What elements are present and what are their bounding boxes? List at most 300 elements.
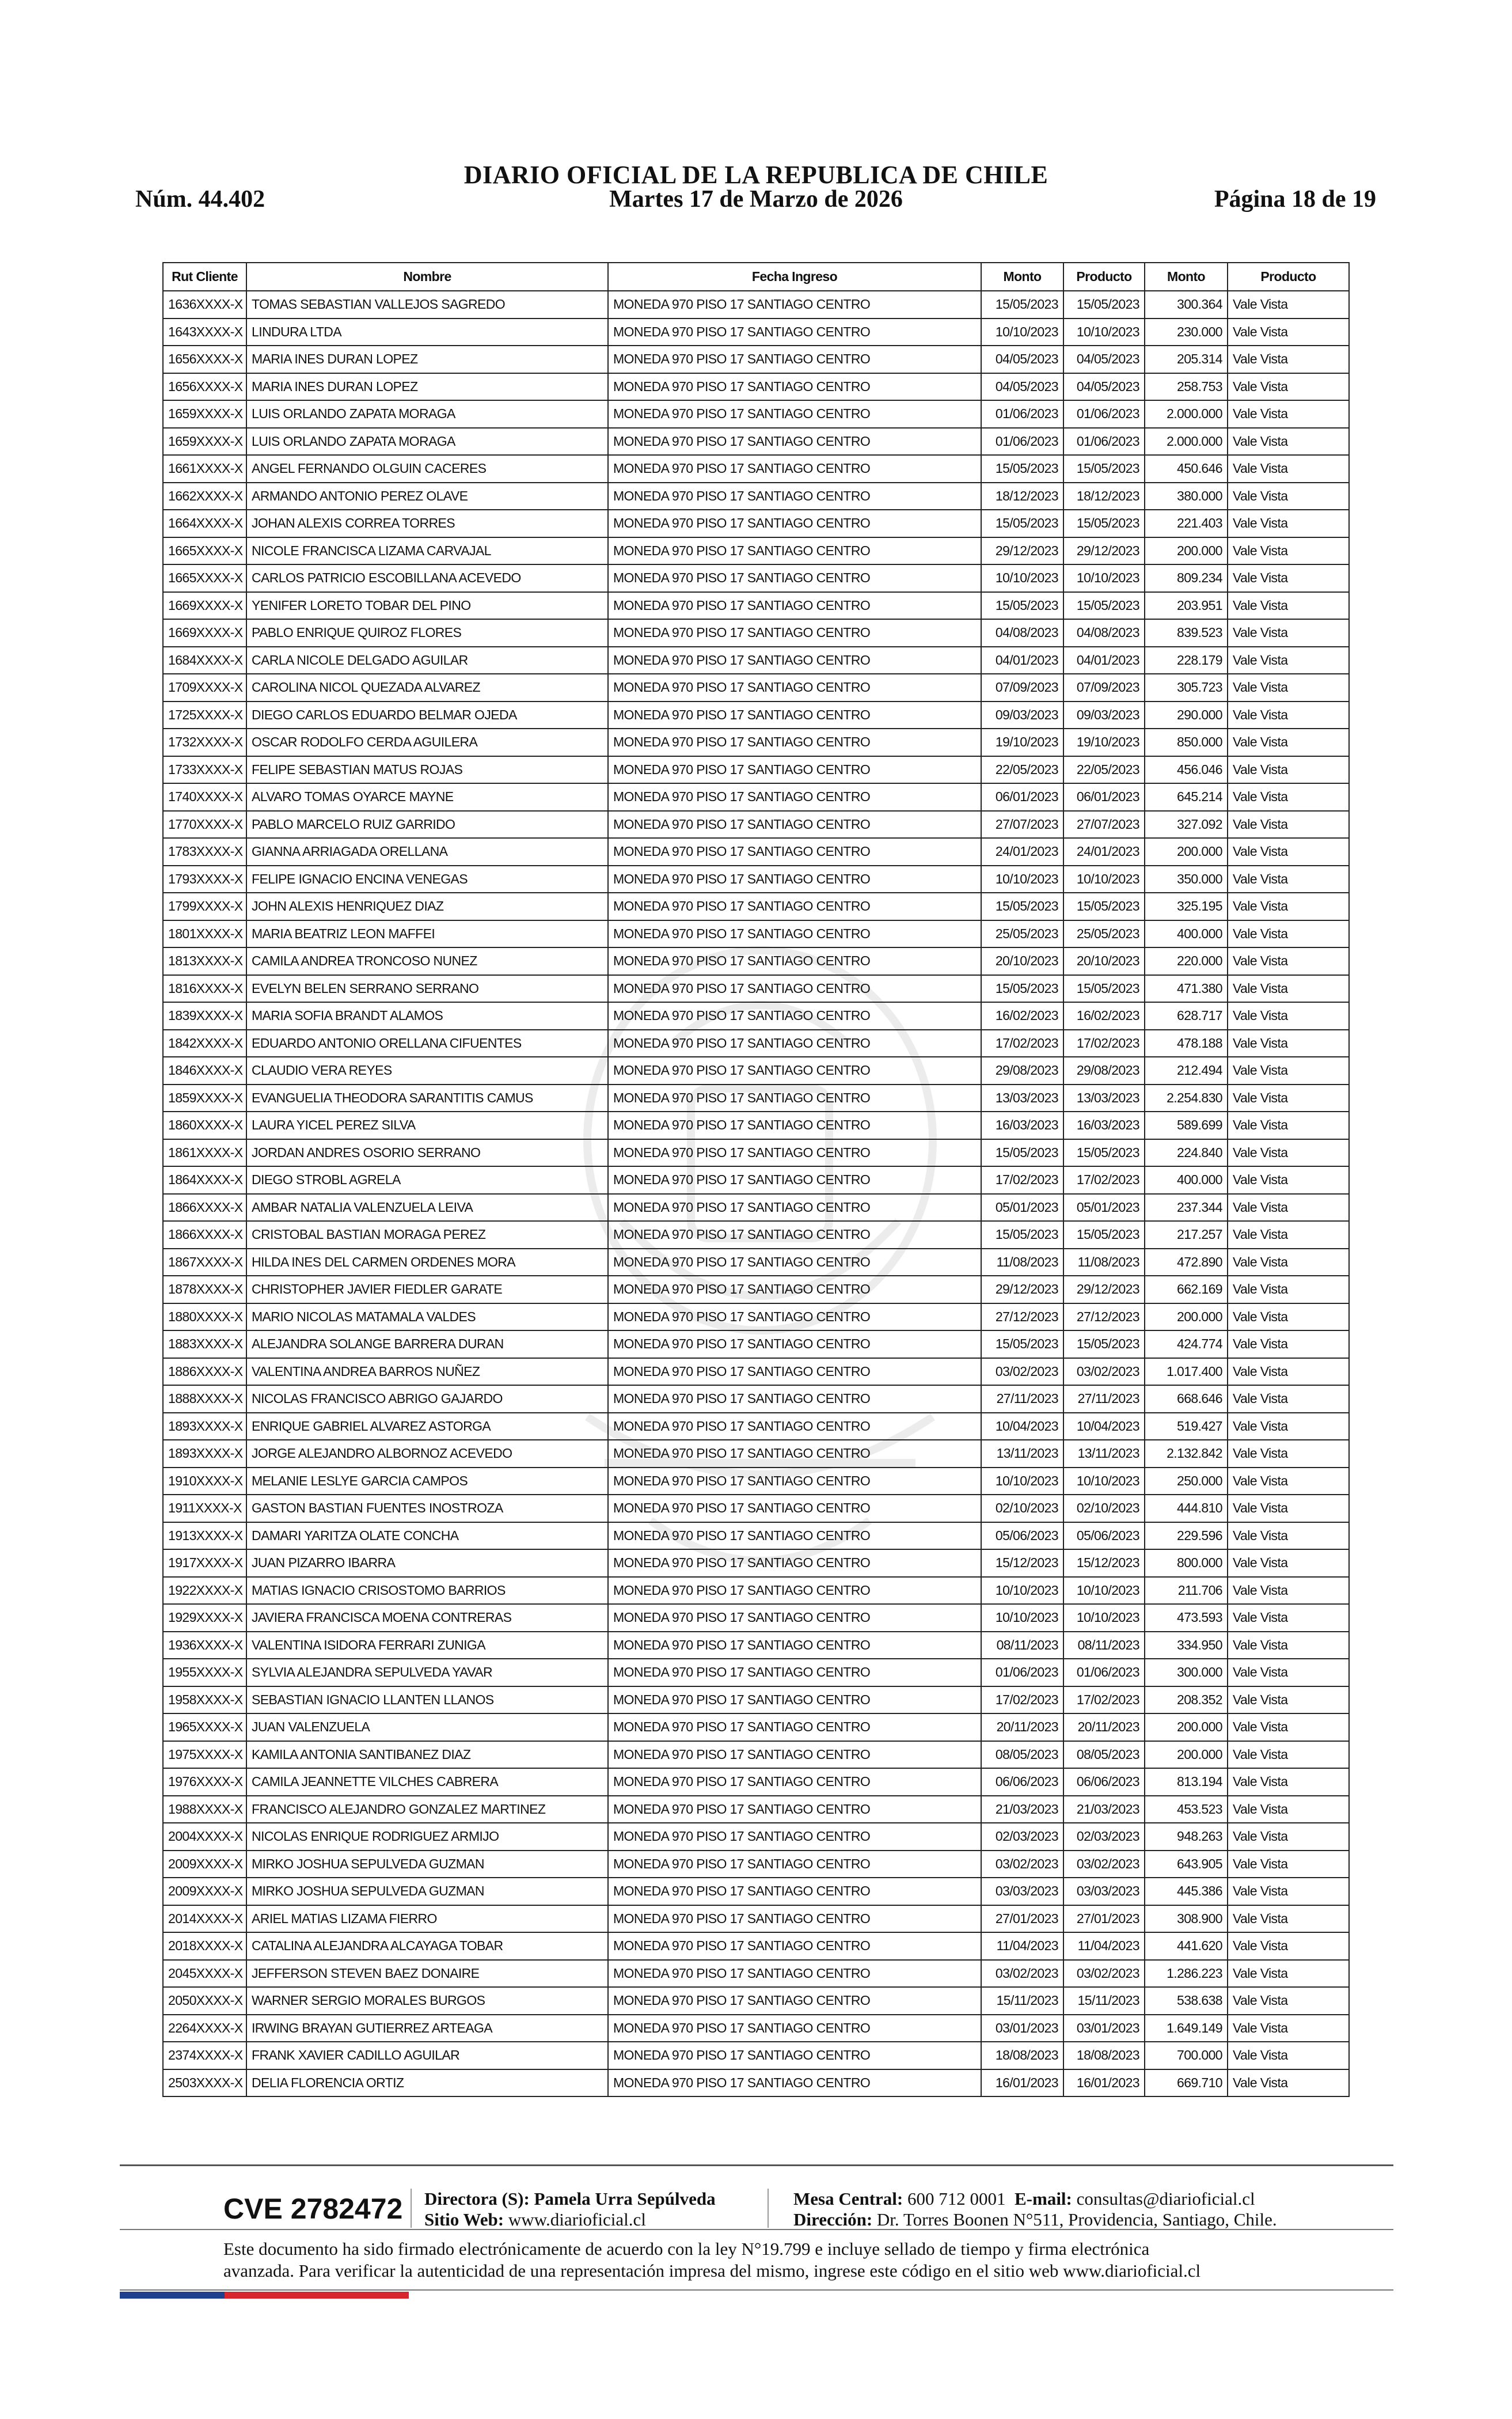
table-cell: 11/08/2023 bbox=[1063, 1249, 1145, 1276]
table-cell: 1659XXXX-X bbox=[163, 400, 246, 428]
table-cell: MONEDA 970 PISO 17 SANTIAGO CENTRO bbox=[608, 1522, 981, 1550]
table-row bbox=[163, 2069, 1349, 2097]
table-cell: 327.092 bbox=[1145, 811, 1228, 839]
table-cell: 15/05/2023 bbox=[981, 510, 1063, 537]
table-row bbox=[163, 400, 1349, 428]
table-cell: Vale Vista bbox=[1228, 1112, 1349, 1139]
table-cell: 1661XXXX-X bbox=[163, 455, 246, 483]
table-cell: 1636XXXX-X bbox=[163, 291, 246, 319]
table-row bbox=[163, 1987, 1349, 2015]
table-cell: 1.286.223 bbox=[1145, 1960, 1228, 1988]
table-cell: 1958XXXX-X bbox=[163, 1686, 246, 1714]
table-cell: 519.427 bbox=[1145, 1413, 1228, 1440]
table-cell: 03/02/2023 bbox=[981, 1960, 1063, 1988]
header-row bbox=[163, 263, 1349, 291]
table-cell: 2264XXXX-X bbox=[163, 2015, 246, 2042]
table-cell: ALVARO TOMAS OYARCE MAYNE bbox=[246, 783, 608, 811]
table-cell: 04/01/2023 bbox=[1063, 647, 1145, 674]
table-cell: AMBAR NATALIA VALENZUELA LEIVA bbox=[246, 1194, 608, 1222]
table-cell: Vale Vista bbox=[1228, 1495, 1349, 1522]
table-cell: MONEDA 970 PISO 17 SANTIAGO CENTRO bbox=[608, 783, 981, 811]
table-row bbox=[163, 1002, 1349, 1030]
table-row bbox=[163, 1194, 1349, 1222]
table-cell: 15/05/2023 bbox=[1063, 893, 1145, 920]
table-cell: 10/10/2023 bbox=[981, 1577, 1063, 1605]
table-row bbox=[163, 1057, 1349, 1085]
table-cell: 444.810 bbox=[1145, 1495, 1228, 1522]
column-header: Producto bbox=[1063, 263, 1145, 291]
table-cell: 1866XXXX-X bbox=[163, 1194, 246, 1222]
table-cell: 2.000.000 bbox=[1145, 400, 1228, 428]
table-cell: 25/05/2023 bbox=[1063, 920, 1145, 948]
table-cell: CARLOS PATRICIO ESCOBILLANA ACEVEDO bbox=[246, 564, 608, 592]
table-cell: 1709XXXX-X bbox=[163, 674, 246, 702]
table-cell: 06/01/2023 bbox=[1063, 783, 1145, 811]
table-cell: Vale Vista bbox=[1228, 756, 1349, 784]
table-cell: MONEDA 970 PISO 17 SANTIAGO CENTRO bbox=[608, 483, 981, 510]
table-cell: 03/01/2023 bbox=[981, 2015, 1063, 2042]
table-cell: VALENTINA ISIDORA FERRARI ZUNIGA bbox=[246, 1632, 608, 1659]
table-cell: 20/11/2023 bbox=[981, 1713, 1063, 1741]
table-cell: Vale Vista bbox=[1228, 920, 1349, 948]
table-cell: 220.000 bbox=[1145, 947, 1228, 975]
email-link[interactable]: consultas@diarioficial.cl bbox=[1076, 2189, 1255, 2209]
table-cell: 17/02/2023 bbox=[981, 1686, 1063, 1714]
table-row bbox=[163, 1413, 1349, 1440]
table-cell: LAURA YICEL PEREZ SILVA bbox=[246, 1112, 608, 1139]
table-cell: MONEDA 970 PISO 17 SANTIAGO CENTRO bbox=[608, 455, 981, 483]
table-cell: ENRIQUE GABRIEL ALVAREZ ASTORGA bbox=[246, 1413, 608, 1440]
issue-date: Martes 17 de Marzo de 2026 bbox=[609, 186, 903, 213]
table-cell: 948.263 bbox=[1145, 1823, 1228, 1851]
table-row bbox=[163, 783, 1349, 811]
table-cell: MONEDA 970 PISO 17 SANTIAGO CENTRO bbox=[608, 729, 981, 756]
table-row bbox=[163, 756, 1349, 784]
table-cell: 16/01/2023 bbox=[1063, 2069, 1145, 2097]
table-cell: Vale Vista bbox=[1228, 1385, 1349, 1413]
table-cell: 15/05/2023 bbox=[981, 1330, 1063, 1358]
table-cell: 1813XXXX-X bbox=[163, 947, 246, 975]
table-cell: 1662XXXX-X bbox=[163, 483, 246, 510]
table-cell: Vale Vista bbox=[1228, 483, 1349, 510]
table-cell: MONEDA 970 PISO 17 SANTIAGO CENTRO bbox=[608, 1085, 981, 1112]
table-cell: Vale Vista bbox=[1228, 1330, 1349, 1358]
table-row bbox=[163, 1522, 1349, 1550]
table-cell: Vale Vista bbox=[1228, 537, 1349, 565]
table-cell: 628.717 bbox=[1145, 1002, 1228, 1030]
table-cell: 2045XXXX-X bbox=[163, 1960, 246, 1988]
table-cell: 350.000 bbox=[1145, 866, 1228, 893]
table-cell: Vale Vista bbox=[1228, 1905, 1349, 1933]
table-cell: 04/08/2023 bbox=[1063, 619, 1145, 647]
newspaper-title: DIARIO OFICIAL DE LA REPUBLICA DE CHILE bbox=[464, 161, 1048, 189]
footer-top-rule bbox=[120, 2164, 1393, 2166]
table-cell: JORDAN ANDRES OSORIO SERRANO bbox=[246, 1139, 608, 1167]
table-cell: 1975XXXX-X bbox=[163, 1741, 246, 1769]
table-cell: 643.905 bbox=[1145, 1851, 1228, 1878]
table-cell: ALEJANDRA SOLANGE BARRERA DURAN bbox=[246, 1330, 608, 1358]
table-cell: 1665XXXX-X bbox=[163, 537, 246, 565]
table-cell: 1656XXXX-X bbox=[163, 346, 246, 373]
table-cell: Vale Vista bbox=[1228, 1549, 1349, 1577]
table-cell: MONEDA 970 PISO 17 SANTIAGO CENTRO bbox=[608, 1413, 981, 1440]
table-cell: 29/08/2023 bbox=[1063, 1057, 1145, 1085]
table-cell: 10/10/2023 bbox=[981, 866, 1063, 893]
table-cell: Vale Vista bbox=[1228, 1823, 1349, 1851]
table-cell: EDUARDO ANTONIO ORELLANA CIFUENTES bbox=[246, 1030, 608, 1057]
table-cell: DIEGO STROBL AGRELA bbox=[246, 1166, 608, 1194]
table-cell: 1913XXXX-X bbox=[163, 1522, 246, 1550]
table-cell: 24/01/2023 bbox=[981, 838, 1063, 866]
table-cell: Vale Vista bbox=[1228, 346, 1349, 373]
table-cell: 27/11/2023 bbox=[1063, 1385, 1145, 1413]
table-cell: MONEDA 970 PISO 17 SANTIAGO CENTRO bbox=[608, 674, 981, 702]
column-header: Fecha Ingreso bbox=[608, 263, 981, 291]
table-cell: 15/05/2023 bbox=[981, 1139, 1063, 1167]
table-cell: 400.000 bbox=[1145, 920, 1228, 948]
table-cell: MONEDA 970 PISO 17 SANTIAGO CENTRO bbox=[608, 1249, 981, 1276]
table-cell: MONEDA 970 PISO 17 SANTIAGO CENTRO bbox=[608, 1905, 981, 1933]
table-row bbox=[163, 428, 1349, 456]
table-cell: 07/09/2023 bbox=[981, 674, 1063, 702]
table-cell: ANGEL FERNANDO OLGUIN CACERES bbox=[246, 455, 608, 483]
table-cell: 1801XXXX-X bbox=[163, 920, 246, 948]
flag-stripe-blue bbox=[120, 2292, 225, 2299]
table-cell: 10/10/2023 bbox=[981, 564, 1063, 592]
table-cell: 04/05/2023 bbox=[1063, 346, 1145, 373]
table-cell: 08/11/2023 bbox=[1063, 1632, 1145, 1659]
table-cell: 27/11/2023 bbox=[981, 1385, 1063, 1413]
table-cell: MONEDA 970 PISO 17 SANTIAGO CENTRO bbox=[608, 1112, 981, 1139]
table-cell: MONEDA 970 PISO 17 SANTIAGO CENTRO bbox=[608, 2015, 981, 2042]
table-cell: 02/03/2023 bbox=[1063, 1823, 1145, 1851]
table-cell: 441.620 bbox=[1145, 1932, 1228, 1960]
table-row bbox=[163, 319, 1349, 346]
table-cell: 04/05/2023 bbox=[981, 373, 1063, 401]
table-cell: Vale Vista bbox=[1228, 592, 1349, 620]
table-cell: 2503XXXX-X bbox=[163, 2069, 246, 2097]
website-link[interactable]: www.diarioficial.cl bbox=[508, 2209, 646, 2230]
table-cell: SYLVIA ALEJANDRA SEPULVEDA YAVAR bbox=[246, 1659, 608, 1686]
table-cell: MONEDA 970 PISO 17 SANTIAGO CENTRO bbox=[608, 1577, 981, 1605]
table-row bbox=[163, 1932, 1349, 1960]
table-cell: 325.195 bbox=[1145, 893, 1228, 920]
table-cell: 662.169 bbox=[1145, 1276, 1228, 1303]
table-cell: MONEDA 970 PISO 17 SANTIAGO CENTRO bbox=[608, 647, 981, 674]
table-row bbox=[163, 1741, 1349, 1769]
table-cell: 1867XXXX-X bbox=[163, 1249, 246, 1276]
table-cell: 1799XXXX-X bbox=[163, 893, 246, 920]
table-cell: 850.000 bbox=[1145, 729, 1228, 756]
table-cell: Vale Vista bbox=[1228, 729, 1349, 756]
table-cell: MIRKO JOSHUA SEPULVEDA GUZMAN bbox=[246, 1851, 608, 1878]
table-cell: Vale Vista bbox=[1228, 702, 1349, 729]
table-row bbox=[163, 291, 1349, 319]
table-cell: MONEDA 970 PISO 17 SANTIAGO CENTRO bbox=[608, 2069, 981, 2097]
table-cell: 05/01/2023 bbox=[1063, 1194, 1145, 1222]
table-cell: 11/04/2023 bbox=[981, 1932, 1063, 1960]
table-cell: Vale Vista bbox=[1228, 428, 1349, 456]
table-cell: 1893XXXX-X bbox=[163, 1413, 246, 1440]
table-cell: Vale Vista bbox=[1228, 811, 1349, 839]
table-cell: MONEDA 970 PISO 17 SANTIAGO CENTRO bbox=[608, 1741, 981, 1769]
table-cell: Vale Vista bbox=[1228, 1741, 1349, 1769]
table-cell: 1783XXXX-X bbox=[163, 838, 246, 866]
table-cell: 03/02/2023 bbox=[1063, 1851, 1145, 1878]
table-cell: LUIS ORLANDO ZAPATA MORAGA bbox=[246, 428, 608, 456]
table-cell: MONEDA 970 PISO 17 SANTIAGO CENTRO bbox=[608, 319, 981, 346]
table-row bbox=[163, 1768, 1349, 1796]
table-cell: 15/05/2023 bbox=[981, 893, 1063, 920]
table-cell: MONEDA 970 PISO 17 SANTIAGO CENTRO bbox=[608, 1768, 981, 1796]
table-cell: 200.000 bbox=[1145, 838, 1228, 866]
table-cell: CAMILA ANDREA TRONCOSO NUNEZ bbox=[246, 947, 608, 975]
footer-mid-rule bbox=[120, 2229, 1393, 2230]
table-row bbox=[163, 1796, 1349, 1823]
table-cell: DIEGO CARLOS EDUARDO BELMAR OJEDA bbox=[246, 702, 608, 729]
table-cell: 15/05/2023 bbox=[1063, 1330, 1145, 1358]
table-cell: 08/11/2023 bbox=[981, 1632, 1063, 1659]
table-cell: 2374XXXX-X bbox=[163, 2042, 246, 2069]
table-cell: JEFFERSON STEVEN BAEZ DONAIRE bbox=[246, 1960, 608, 1988]
table-cell: 1860XXXX-X bbox=[163, 1112, 246, 1139]
table-cell: 809.234 bbox=[1145, 564, 1228, 592]
table-row bbox=[163, 838, 1349, 866]
table-cell: 13/03/2023 bbox=[1063, 1085, 1145, 1112]
table-cell: 29/12/2023 bbox=[1063, 1276, 1145, 1303]
table-cell: 10/10/2023 bbox=[1063, 866, 1145, 893]
table-cell: Vale Vista bbox=[1228, 1468, 1349, 1495]
table-row bbox=[163, 1495, 1349, 1522]
table-cell: 08/05/2023 bbox=[1063, 1741, 1145, 1769]
contact-line: Mesa Central: 600 712 0001 E-mail: consultas@diarioficial.cl bbox=[793, 2189, 1255, 2209]
table-cell: MONEDA 970 PISO 17 SANTIAGO CENTRO bbox=[608, 1823, 981, 1851]
table-cell: 03/01/2023 bbox=[1063, 2015, 1145, 2042]
table-cell: 21/03/2023 bbox=[981, 1796, 1063, 1823]
table-cell: MONEDA 970 PISO 17 SANTIAGO CENTRO bbox=[608, 1549, 981, 1577]
table-cell: JOHAN ALEXIS CORREA TORRES bbox=[246, 510, 608, 537]
table-cell: PABLO ENRIQUE QUIROZ FLORES bbox=[246, 619, 608, 647]
table-cell: 300.364 bbox=[1145, 291, 1228, 319]
table-cell: MONEDA 970 PISO 17 SANTIAGO CENTRO bbox=[608, 1139, 981, 1167]
footer-director-block bbox=[424, 2189, 716, 2230]
table-cell: MONEDA 970 PISO 17 SANTIAGO CENTRO bbox=[608, 975, 981, 1003]
table-cell: CAMILA JEANNETTE VILCHES CABRERA bbox=[246, 1768, 608, 1796]
table-cell: 700.000 bbox=[1145, 2042, 1228, 2069]
table-cell: 1888XXXX-X bbox=[163, 1385, 246, 1413]
table-cell: 04/05/2023 bbox=[981, 346, 1063, 373]
table-cell: 1732XXXX-X bbox=[163, 729, 246, 756]
table-cell: Vale Vista bbox=[1228, 1577, 1349, 1605]
table-row bbox=[163, 729, 1349, 756]
table-cell: 1880XXXX-X bbox=[163, 1303, 246, 1331]
table-cell: Vale Vista bbox=[1228, 1659, 1349, 1686]
table-cell: Vale Vista bbox=[1228, 1166, 1349, 1194]
table-cell: 1669XXXX-X bbox=[163, 619, 246, 647]
table-cell: 03/03/2023 bbox=[981, 1878, 1063, 1905]
table-cell: 1659XXXX-X bbox=[163, 428, 246, 456]
table-cell: Vale Vista bbox=[1228, 619, 1349, 647]
table-row bbox=[163, 510, 1349, 537]
table-cell: JORGE ALEJANDRO ALBORNOZ ACEVEDO bbox=[246, 1440, 608, 1468]
table-cell: FELIPE IGNACIO ENCINA VENEGAS bbox=[246, 866, 608, 893]
table-row bbox=[163, 537, 1349, 565]
table-row bbox=[163, 373, 1349, 401]
table-row bbox=[163, 1249, 1349, 1276]
table-cell: 224.840 bbox=[1145, 1139, 1228, 1167]
table-cell: DAMARI YARITZA OLATE CONCHA bbox=[246, 1522, 608, 1550]
table-cell: 05/06/2023 bbox=[1063, 1522, 1145, 1550]
table-cell: 29/08/2023 bbox=[981, 1057, 1063, 1085]
table-cell: 2004XXXX-X bbox=[163, 1823, 246, 1851]
table-cell: 290.000 bbox=[1145, 702, 1228, 729]
table-cell: Vale Vista bbox=[1228, 1878, 1349, 1905]
table-cell: Vale Vista bbox=[1228, 1522, 1349, 1550]
table-row bbox=[163, 893, 1349, 920]
table-cell: 300.000 bbox=[1145, 1659, 1228, 1686]
table-cell: 01/06/2023 bbox=[1063, 1659, 1145, 1686]
table-cell: 1793XXXX-X bbox=[163, 866, 246, 893]
table-cell: 453.523 bbox=[1145, 1796, 1228, 1823]
table-cell: MONEDA 970 PISO 17 SANTIAGO CENTRO bbox=[608, 510, 981, 537]
table-cell: 472.890 bbox=[1145, 1249, 1228, 1276]
director-line: Directora (S): Pamela Urra Sepúlveda bbox=[424, 2189, 716, 2209]
table-cell: 400.000 bbox=[1145, 1166, 1228, 1194]
table-row bbox=[163, 455, 1349, 483]
table-cell: 200.000 bbox=[1145, 1303, 1228, 1331]
table-cell: 27/01/2023 bbox=[1063, 1905, 1145, 1933]
table-cell: MONEDA 970 PISO 17 SANTIAGO CENTRO bbox=[608, 838, 981, 866]
table-row bbox=[163, 619, 1349, 647]
table-cell: 06/06/2023 bbox=[1063, 1768, 1145, 1796]
table-cell: 10/10/2023 bbox=[1063, 1577, 1145, 1605]
table-cell: Vale Vista bbox=[1228, 1030, 1349, 1057]
table-cell: 445.386 bbox=[1145, 1878, 1228, 1905]
table-cell: 24/01/2023 bbox=[1063, 838, 1145, 866]
table-cell: MONEDA 970 PISO 17 SANTIAGO CENTRO bbox=[608, 1303, 981, 1331]
table-cell: KAMILA ANTONIA SANTIBANEZ DIAZ bbox=[246, 1741, 608, 1769]
table-cell: Vale Vista bbox=[1228, 1960, 1349, 1988]
table-cell: 18/12/2023 bbox=[981, 483, 1063, 510]
table-cell: DELIA FLORENCIA ORTIZ bbox=[246, 2069, 608, 2097]
table-cell: 15/05/2023 bbox=[981, 1221, 1063, 1249]
table-cell: Vale Vista bbox=[1228, 1194, 1349, 1222]
table-cell: 03/02/2023 bbox=[981, 1851, 1063, 1878]
footer-divider bbox=[768, 2189, 769, 2228]
table-cell: JOHN ALEXIS HENRIQUEZ DIAZ bbox=[246, 893, 608, 920]
table-cell: 1842XXXX-X bbox=[163, 1030, 246, 1057]
table-cell: 1.017.400 bbox=[1145, 1358, 1228, 1386]
table-cell: Vale Vista bbox=[1228, 373, 1349, 401]
table-cell: 11/08/2023 bbox=[981, 1249, 1063, 1276]
table-row bbox=[163, 1166, 1349, 1194]
table-cell: MONEDA 970 PISO 17 SANTIAGO CENTRO bbox=[608, 1385, 981, 1413]
footer-bottom-rule bbox=[120, 2289, 1393, 2291]
table-cell: 471.380 bbox=[1145, 975, 1228, 1003]
table-cell: 15/05/2023 bbox=[981, 975, 1063, 1003]
table-cell: MONEDA 970 PISO 17 SANTIAGO CENTRO bbox=[608, 756, 981, 784]
table-cell: 1965XXXX-X bbox=[163, 1713, 246, 1741]
table-cell: 2.132.842 bbox=[1145, 1440, 1228, 1468]
table-row bbox=[163, 1713, 1349, 1741]
table-cell: Vale Vista bbox=[1228, 1796, 1349, 1823]
table-cell: 1733XXXX-X bbox=[163, 756, 246, 784]
table-cell: Vale Vista bbox=[1228, 1358, 1349, 1386]
table-cell: 1929XXXX-X bbox=[163, 1604, 246, 1632]
table-cell: 09/03/2023 bbox=[981, 702, 1063, 729]
table-cell: 15/11/2023 bbox=[1063, 1987, 1145, 2015]
table-cell: 04/08/2023 bbox=[981, 619, 1063, 647]
table-cell: 208.352 bbox=[1145, 1686, 1228, 1714]
table-cell: 02/03/2023 bbox=[981, 1823, 1063, 1851]
table-cell: MONEDA 970 PISO 17 SANTIAGO CENTRO bbox=[608, 346, 981, 373]
table-cell: 06/01/2023 bbox=[981, 783, 1063, 811]
table-cell: 1911XXXX-X bbox=[163, 1495, 246, 1522]
footer-divider bbox=[411, 2189, 412, 2228]
table-cell: Vale Vista bbox=[1228, 1085, 1349, 1112]
table-cell: EVANGUELIA THEODORA SARANTITIS CAMUS bbox=[246, 1085, 608, 1112]
table-cell: 17/02/2023 bbox=[981, 1166, 1063, 1194]
table-cell: MONEDA 970 PISO 17 SANTIAGO CENTRO bbox=[608, 1659, 981, 1686]
table-cell: 1866XXXX-X bbox=[163, 1221, 246, 1249]
table-row bbox=[163, 1085, 1349, 1112]
table-cell: Vale Vista bbox=[1228, 947, 1349, 975]
table-cell: MONEDA 970 PISO 17 SANTIAGO CENTRO bbox=[608, 564, 981, 592]
table-row bbox=[163, 647, 1349, 674]
table-row bbox=[163, 975, 1349, 1003]
table-cell: MONEDA 970 PISO 17 SANTIAGO CENTRO bbox=[608, 1796, 981, 1823]
issue-number: Núm. 44.402 bbox=[135, 186, 265, 213]
table-row bbox=[163, 1823, 1349, 1851]
table-cell: 10/10/2023 bbox=[981, 319, 1063, 346]
table-cell: 13/03/2023 bbox=[981, 1085, 1063, 1112]
table-cell: 27/12/2023 bbox=[1063, 1303, 1145, 1331]
table-cell: MARIA BEATRIZ LEON MAFFEI bbox=[246, 920, 608, 948]
table-cell: MARIA INES DURAN LOPEZ bbox=[246, 373, 608, 401]
table-cell: 258.753 bbox=[1145, 373, 1228, 401]
table-cell: 1878XXXX-X bbox=[163, 1276, 246, 1303]
table-cell: 01/06/2023 bbox=[981, 1659, 1063, 1686]
table-cell: 456.046 bbox=[1145, 756, 1228, 784]
table-cell: 17/02/2023 bbox=[1063, 1166, 1145, 1194]
table-cell: Vale Vista bbox=[1228, 1413, 1349, 1440]
table-cell: 200.000 bbox=[1145, 1713, 1228, 1741]
table-cell: 03/02/2023 bbox=[1063, 1358, 1145, 1386]
table-cell: 2009XXXX-X bbox=[163, 1851, 246, 1878]
accounts-table bbox=[162, 262, 1350, 2097]
table-cell: MONEDA 970 PISO 17 SANTIAGO CENTRO bbox=[608, 592, 981, 620]
table-cell: 1917XXXX-X bbox=[163, 1549, 246, 1577]
table-body bbox=[163, 291, 1349, 2096]
table-cell: MONEDA 970 PISO 17 SANTIAGO CENTRO bbox=[608, 866, 981, 893]
table-cell: 221.403 bbox=[1145, 510, 1228, 537]
table-cell: Vale Vista bbox=[1228, 564, 1349, 592]
table-cell: 1976XXXX-X bbox=[163, 1768, 246, 1796]
table-cell: 06/06/2023 bbox=[981, 1768, 1063, 1796]
table-row bbox=[163, 1468, 1349, 1495]
table-cell: Vale Vista bbox=[1228, 783, 1349, 811]
table-cell: 669.710 bbox=[1145, 2069, 1228, 2097]
table-row bbox=[163, 1659, 1349, 1686]
table-cell: 1988XXXX-X bbox=[163, 1796, 246, 1823]
table-cell: 22/05/2023 bbox=[1063, 756, 1145, 784]
table-cell: 27/07/2023 bbox=[981, 811, 1063, 839]
table-cell: 1910XXXX-X bbox=[163, 1468, 246, 1495]
table-cell: Vale Vista bbox=[1228, 838, 1349, 866]
table-cell: 04/01/2023 bbox=[981, 647, 1063, 674]
table-cell: MIRKO JOSHUA SEPULVEDA GUZMAN bbox=[246, 1878, 608, 1905]
table-cell: 15/05/2023 bbox=[1063, 975, 1145, 1003]
